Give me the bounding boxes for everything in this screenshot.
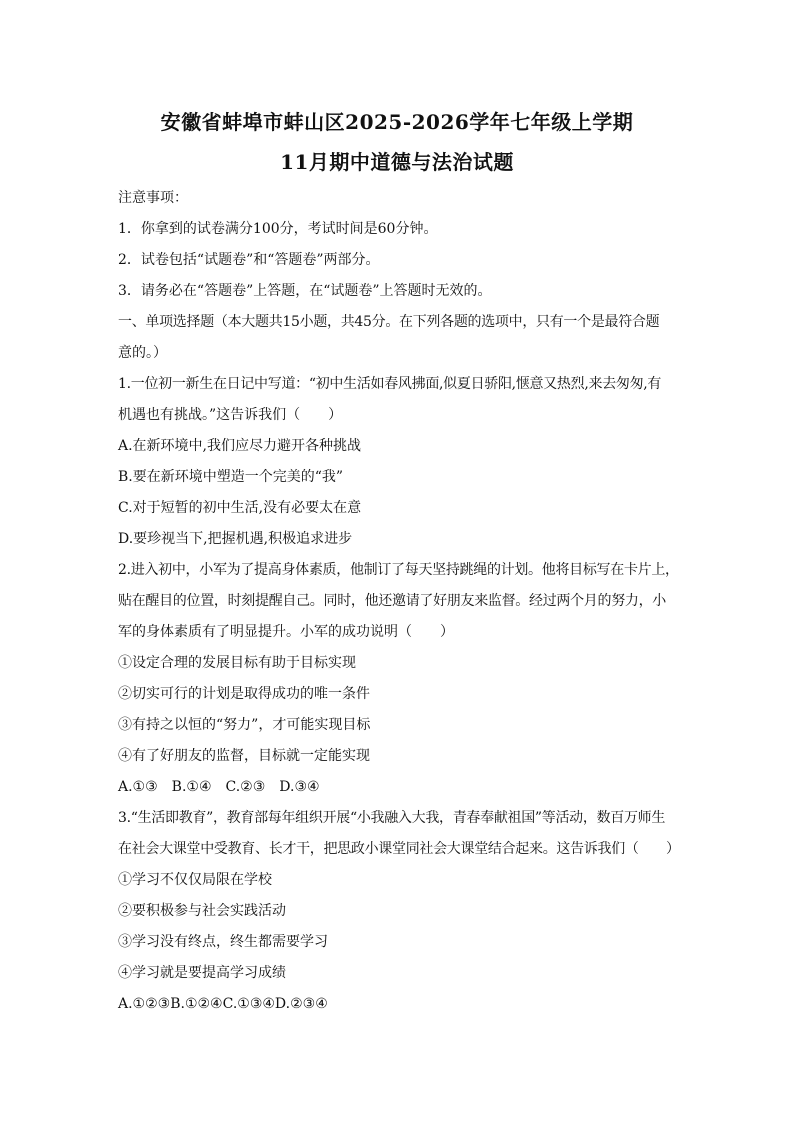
question-1-stem-line-2: 机遇也有挑战。”这告诉我们（ ） bbox=[118, 407, 343, 423]
section-instruction-line-1: 一、单项选择题（本大题共15小题，共45分。在下列各题的选项中，只有一个是最符合题 bbox=[118, 314, 660, 330]
question-1-option-a: A.在新环境中,我们应尽力避开各种挑战 bbox=[118, 438, 362, 454]
notice-item-3: 3．请务必在“答题卷”上答题，在“试题卷”上答题时无效的。 bbox=[118, 283, 492, 299]
question-2-statement-1: ①设定合理的发展目标有助于目标实现 bbox=[118, 655, 356, 671]
notice-item-1: 1．你拿到的试卷满分100分，考试时间是60分钟。 bbox=[118, 221, 438, 237]
question-1-stem-line-1: 1.一位初一新生在日记中写道：“初中生活如春风拂面,似夏日骄阳,惬意又热烈,来去匆匆,有 bbox=[118, 376, 662, 392]
section-instruction-line-2: 意的。） bbox=[118, 345, 167, 361]
exam-title-line2: 11月期中道德与法治试题 bbox=[280, 150, 514, 174]
notice-heading: 注意事项： bbox=[118, 190, 188, 206]
question-2-stem-line-3: 军的身体素质有了明显提升。小军的成功说明（ ） bbox=[118, 624, 454, 640]
question-1-option-d: D.要珍视当下,把握机遇,积极追求进步 bbox=[118, 531, 353, 547]
question-2-statement-3: ③有持之以恒的“努力”，才可能实现目标 bbox=[118, 717, 371, 733]
question-3-stem-line-1: 3.“生活即教育”，教育部每年组织开展“小我融入大我，青春奉献祖国”等活动，数百万师生 bbox=[118, 810, 666, 826]
exam-body bbox=[118, 183, 680, 1020]
question-2-statement-4: ④有了好朋友的监督，目标就一定能实现 bbox=[118, 748, 370, 764]
question-3-statement-2: ②要积极参与社会实践活动 bbox=[118, 903, 286, 919]
notice-item-2: 2．试卷包括“试题卷”和“答题卷”两部分。 bbox=[118, 252, 380, 268]
question-2 bbox=[118, 555, 680, 803]
question-2-stem-line-2: 贴在醒目的位置，时刻提醒自己。同时，他还邀请了好朋友来监督。经过两个月的努力，小 bbox=[118, 593, 666, 609]
question-1 bbox=[118, 369, 680, 555]
question-2-stem-line-1: 2.进入初中，小军为了提高身体素质，他制订了每天坚持跳绳的计划。他将目标写在卡片上， bbox=[118, 562, 679, 578]
question-3-options: A.①②③B.①②④C.①③④D.②③④ bbox=[118, 996, 328, 1012]
section-instruction bbox=[118, 307, 680, 369]
question-3-statement-3: ③学习没有终点，终生都需要学习 bbox=[118, 934, 328, 950]
question-1-option-c: C.对于短暂的初中生活,没有必要太在意 bbox=[118, 500, 362, 516]
question-2-statement-2: ②切实可行的计划是取得成功的唯一条件 bbox=[118, 686, 370, 702]
notice-section bbox=[118, 183, 680, 307]
question-1-option-b: B.要在新环境中塑造一个完美的“我” bbox=[118, 469, 344, 485]
question-2-options: A.①③ B.①④ C.②③ D.③④ bbox=[118, 779, 320, 795]
exam-title-line1: 安徽省蚌埠市蚌山区2025-2026学年七年级上学期 bbox=[160, 110, 634, 134]
question-3 bbox=[118, 803, 680, 1020]
question-3-stem-line-2: 在社会大课堂中受教育、长才干，把思政小课堂同社会大课堂结合起来。这告诉我们（ ） bbox=[118, 841, 680, 857]
question-3-statement-4: ④学习就是要提高学习成绩 bbox=[118, 965, 286, 981]
question-3-statement-1: ①学习不仅仅局限在学校 bbox=[118, 872, 272, 888]
